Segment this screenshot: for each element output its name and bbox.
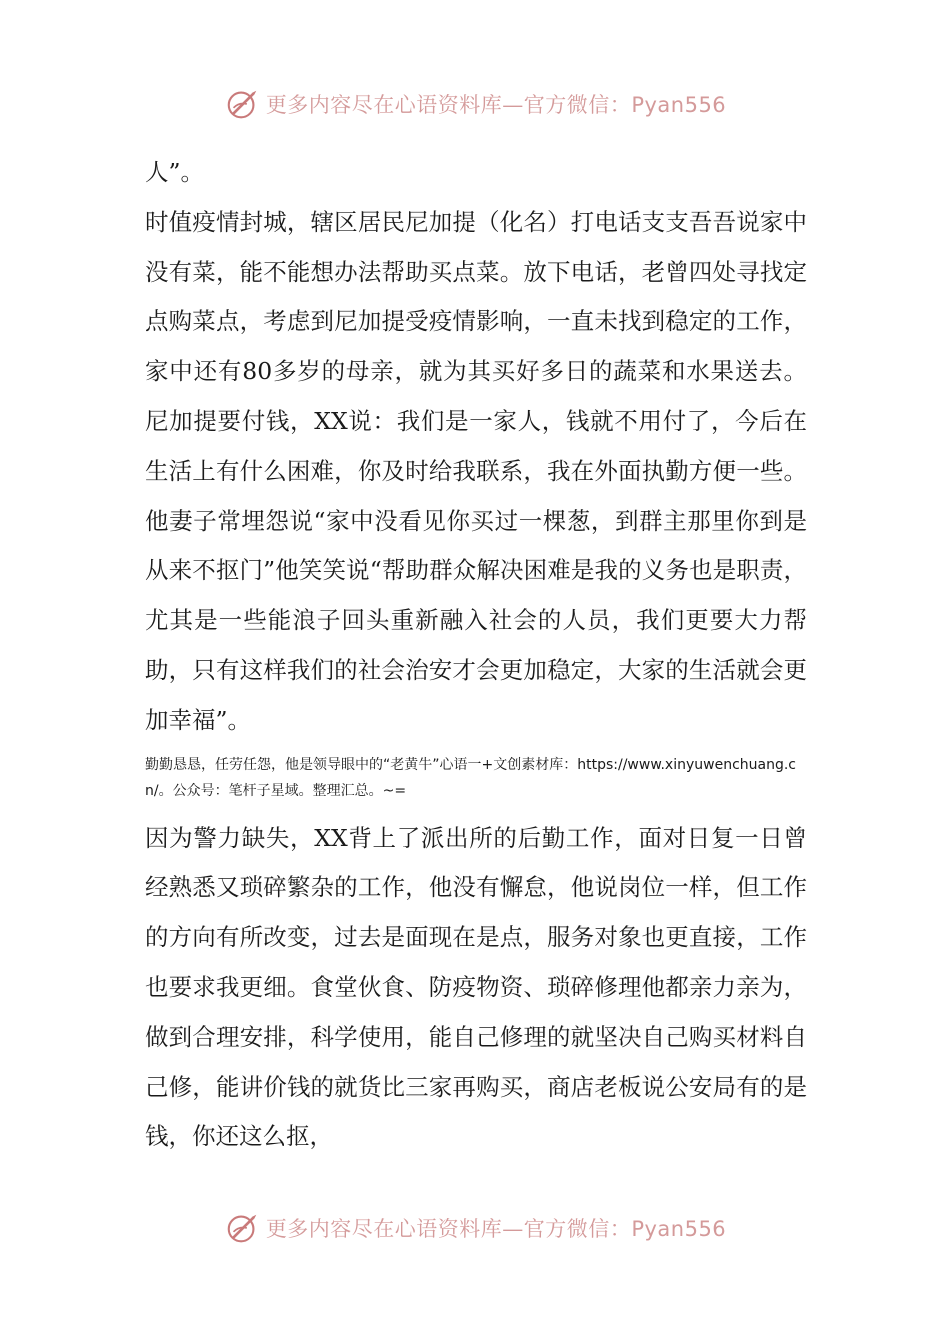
paragraph: 人”。: [145, 158, 205, 186]
watermark-label: 更多内容尽在心语资料库—官方微信：: [265, 1217, 632, 1241]
paragraph: 时值疫情封城，辖区居民尼加提（化名）打电话支支吾吾说家中没有菜，能不能想办法帮助买点菜。放下电话，老曾四处寻找定点购菜点，考虑到尼加提受疫情影响，一直未找到稳定的工作，家中还有80多岁的母亲，就为其买好多日的蔬菜和水果送去。尼加提要付钱，XX说：我们是一家人，钱就不用付了，今后在生活上有什么困难，你及时给我联系，我在外面执勤方便一些。他妻子常埋怨说“家中没看见你买过一棵葱，到群主那里你到是从来不抠门”他笑笑说“帮助群众解决困难是我的义务也是职责，尤其是一些能浪子回头重新融入社会的人员，我们更要大力帮助，只有这样我们的社会治安才会更加稳定，大家的生活就会更加幸福”。: [145, 207, 807, 734]
watermark-text: [266, 89, 726, 119]
header-watermark: [0, 82, 950, 126]
watermark-text: [266, 1213, 726, 1243]
paragraph: 因为警力缺失，XX背上了派出所的后勤工作，面对日复一日曾经熟悉又琐碎繁杂的工作，他没有懈怠，他说岗位一样，但工作的方向有所改变，过去是面现在是点，服务对象也更直接，工作也要求我更细。食堂伙食、防疫物资、琐碎修理他都亲力亲为，做到合理安排，科学使用，能自己修理的就坚决自己购买材料自己修，能讲价钱的就货比三家再购买，商店老板说公安局有的是钱，你还这么抠，: [145, 823, 807, 1151]
watermark-wechat-id: Pyan556: [631, 93, 727, 117]
document-body: [145, 148, 807, 1162]
footer-watermark: [0, 1206, 950, 1250]
watermark-label: 更多内容尽在心语资料库—官方微信：: [265, 93, 632, 117]
pen-logo-icon: [224, 85, 262, 123]
watermark-wechat-id: Pyan556: [631, 1217, 727, 1241]
source-note: 勤勤恳恳，任劳任怨，他是领导眼中的“老黄牛”心语一+文创素材库：https://www.xinyuwenchuang.cn/。公众号：笔杆子星域。整理汇总。~=: [145, 756, 797, 799]
pen-logo-icon: [224, 1209, 262, 1247]
